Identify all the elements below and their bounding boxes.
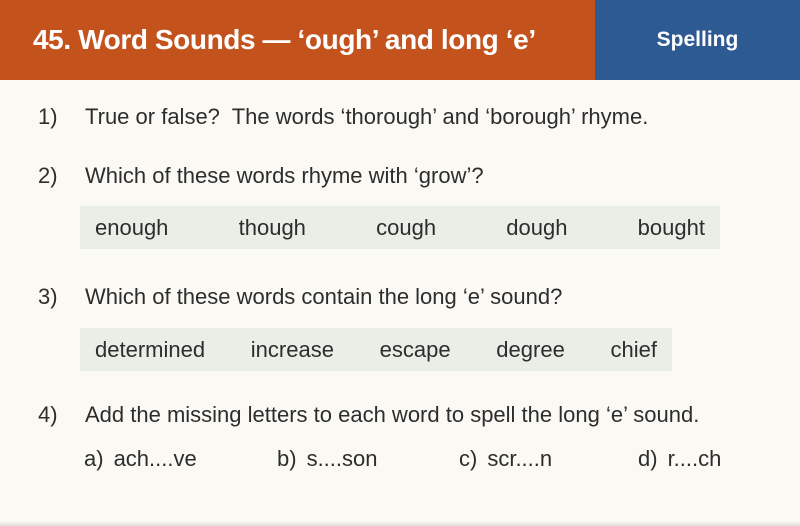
fill-in-item-a [84,447,277,471]
word-choice-row-2 [80,328,672,371]
word-option: degree [496,336,565,362]
question-4 [0,403,800,427]
page-title: 45. Word Sounds — ‘ough’ and long ‘e’ [33,24,536,55]
question-list [0,80,800,471]
question-3-number: 3) [38,284,58,309]
fill-in-item-b [277,447,459,471]
question-3-text: Which of these words contain the long ‘e’ sound? [85,284,563,309]
question-1 [0,105,800,129]
word-option: determined [95,336,206,362]
fill-in-item-c-word: scr....n [487,446,553,471]
fill-in-item-d-word: r....ch [667,446,722,471]
question-4-text: Add the missing letters to each word to spell the long ‘e’ sound. [85,402,700,427]
word-choice-row-1 [80,206,720,249]
fill-in-item-a-label: a) [84,446,104,471]
header [0,0,800,80]
card-bottom-shadow [0,521,800,526]
header-title-bar [0,0,595,80]
category-tab-label: Spelling [656,28,739,51]
word-option: cough [376,214,437,240]
question-2-text: Which of these words rhyme with ‘grow’? [85,163,484,188]
word-option: dough [506,214,568,240]
fill-in-item-c [459,447,638,471]
word-option: bought [637,214,705,240]
fill-in-item-d-label: d) [638,446,658,471]
word-option: chief [610,336,657,362]
fill-in-item-d [638,447,800,471]
question-2-number: 2) [38,163,58,188]
fill-in-item-b-word: s....son [306,446,378,471]
question-2 [0,164,800,188]
word-option: though [238,214,306,240]
word-option: enough [95,214,169,240]
fill-in-items [84,447,800,471]
word-option: escape [379,336,451,362]
fill-in-item-b-label: b) [277,446,297,471]
question-1-text: True or false? The words ‘thorough’ and ‘borough’ rhyme. [85,104,649,129]
question-1-number: 1) [38,104,58,129]
word-option: increase [250,336,334,362]
fill-in-item-a-word: ach....ve [113,446,197,471]
fill-in-item-c-label: c) [459,446,478,471]
question-3 [0,285,800,309]
category-tab [595,0,800,80]
question-4-number: 4) [38,402,58,427]
